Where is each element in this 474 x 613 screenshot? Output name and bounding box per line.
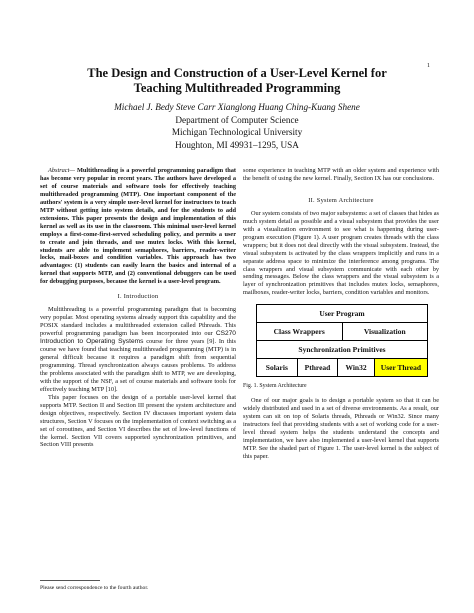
footnote: Please send correspondence to the fourth author. (40, 585, 236, 592)
section-heading-architecture: II. System Architecture (308, 196, 374, 204)
department: Department of Computer Science (175, 114, 299, 125)
section-heading-introduction: I. Introduction (117, 293, 159, 301)
address: Houghton, MI 49931–1295, USA (175, 139, 299, 150)
figure-cell: Visualization (342, 323, 428, 340)
abstract-text: Multithreading is a powerful programming paradigm that has become very popular in recent years. The authors have developed a set of course materials and software tools for effectively teaching multithreaded programming (MTP). One important component of the authors' system is a very simple user-level kernel for instructors to teach MTP without getting into system details, and for the students to add extensions. This paper presents the design and implementation of this kernel as well as its use in the classroom. This minimal user-level kernel employs a first-come-first-served scheduling policy, and permits a user to create and join threads, and use mutex locks. With this kernel, students are able to implement semaphores, barriers, reader-writer locks, mail-boxes and condition variables. This approach has two advantages: (1) students can easily learn the basics and internal of a kernel that supports MTP, and (2) conventional debuggers can be used for debugging purposes, because the kernel is a user-level program. (40, 167, 236, 286)
figure-row-wrappers (257, 322, 427, 340)
figure-cell: Win32 (337, 359, 373, 376)
abstract (40, 167, 236, 286)
portability-paragraph: One of our major goals is to design a portable system so that it can be widely distributed and used in a set of diverse environments. As a result, our system can sit on top of Solaris threads, Pthreads or Win32. Since many instructors feel that providing students with a set of working code for a user-level thread system helps the students understand the concepts and implementation, we have also implemented a user-level kernel that supports MTP. See the shaded part of Figure 1. The user-level kernel is the subject of this paper. (243, 397, 439, 460)
figure-row-platforms (257, 358, 427, 376)
figure-cell: Pthread (297, 359, 338, 376)
right-column (243, 167, 439, 461)
figure-caption: Fig. 1. System Architecture (243, 383, 307, 390)
intro-paragraph-2: This paper focuses on the design of a portable user-level kernel that supports MTP. Section II and Section III present the system architecture and design objectives, respectively. Section IV discusses important system data structures, Section V focuses on the implementation of context switching as a set of coroutines, and Section VI describes the set of low-level functions of the kernel. Section VII covers supported synchronization primitives, and Section VIII presents (40, 393, 236, 449)
page-number: 1 (427, 63, 430, 69)
continued-paragraph: some experience in teaching MTP with an older system and experience with the benefit of using the new kernel. Finally, Section IX has our conclusions. (243, 167, 439, 182)
university: Michigan Technological University (171, 127, 303, 137)
figure-cell: Class Wrappers (273, 327, 325, 337)
figure-row-user-program (257, 305, 427, 322)
course-name: CS270 Introduction to Operating Systems (40, 330, 236, 346)
left-column (40, 167, 236, 449)
architecture-paragraph: Our system consists of two major subsystems: a set of classes that hides as much system detail as possible and a visual subsystem that provides the user with a visualization environment to see what is happening during user-program execution (Figure 1). A user program creates threads with the class wrappers; but it does not deal directly with the visual subsystem. Instead, the visual subsystem is activated by the class wrappers implicitly and runs in a separate address space to minimize the interference among programs. The class wrappers and visual subsystem communicate with each other by sending messages. Below the class wrappers and the visual subsystem is a layer of synchronization primitives that includes mutex locks, semaphores, mailboxes, reader-writer locks, barriers, condition variables and monitors. (243, 209, 440, 297)
author-block (40, 101, 434, 151)
title-line-2: Teaching Multithreaded Programming (133, 81, 341, 95)
intro-paragraph-1 (40, 306, 236, 393)
intro-p1-part-a: Multithreading is a powerful programming paradigm that is becoming very popular. Most operating systems already support this capability and the POSIX standard includes a multithreaded extension called Pthreads. This powerful programming paradigm has been incorporated into our (40, 306, 236, 338)
figure-cell-highlighted: User Thread (374, 359, 427, 376)
figure-row-sync-primitives (257, 340, 427, 358)
title-line-1: The Design and Construction of a User-Level Kernel for (87, 66, 387, 80)
abstract-label: Abstract— (48, 167, 75, 174)
architecture-figure (256, 304, 428, 377)
paper-title (40, 66, 434, 96)
intro-p1-part-b: course for three years [9]. In this course we have found that teaching multithreaded programming (MTP) is in general difficult because it requires a paradigm shift from sequential programming. Thread synchronization always causes problems. To address the problems associated with the paradigm shift to MTP, we are developing, with the support of the NSF, a set of course materials and software tools for effectively teaching MTP [10]. (40, 338, 236, 393)
author-names: Michael J. Bedy Steve Carr Xianglong Huang Ching-Kuang Shene (114, 102, 360, 112)
figure-cell: Synchronization Primitives (298, 345, 386, 355)
figure-cell: User Program (319, 309, 365, 319)
figure-cell: Solaris (265, 363, 288, 373)
